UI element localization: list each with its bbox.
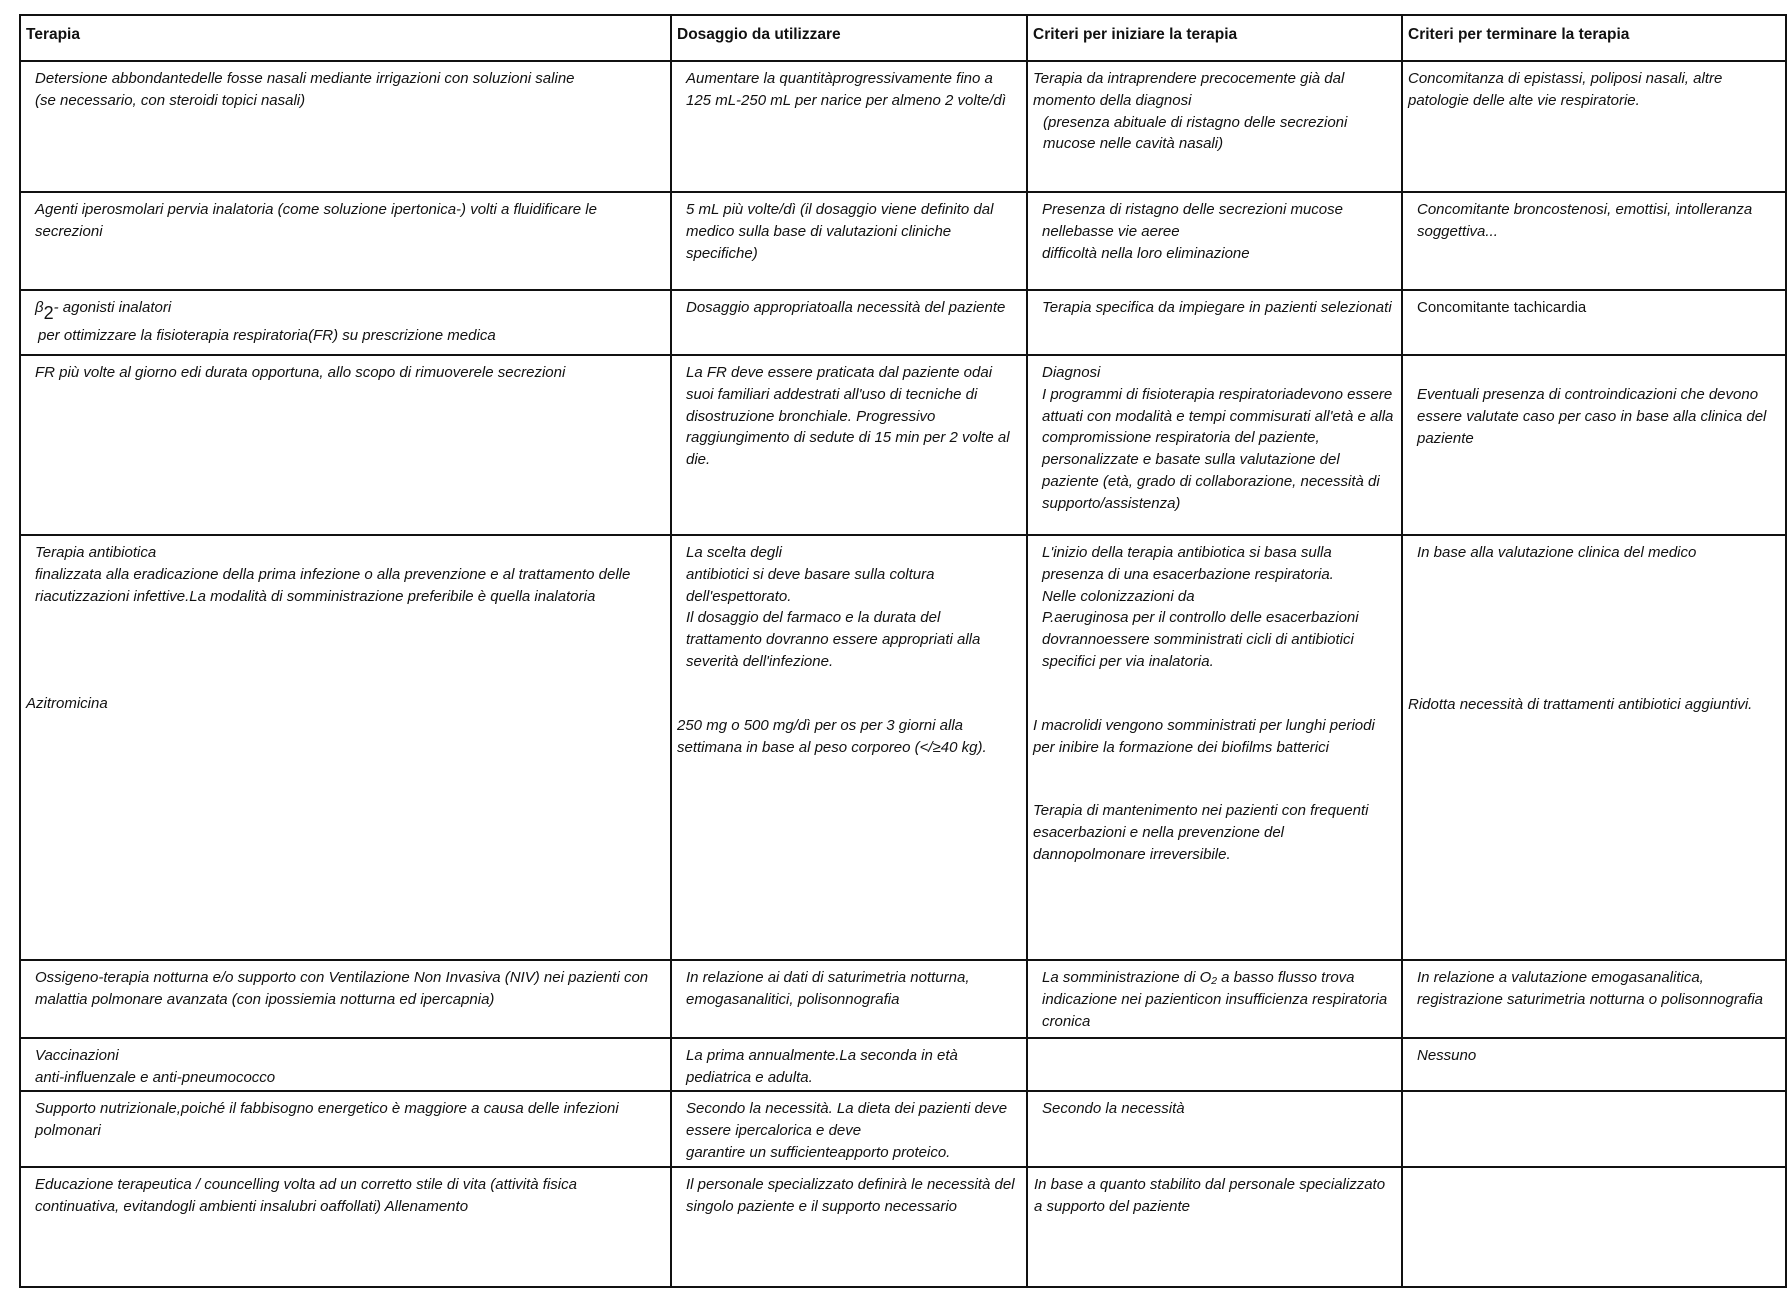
cell-dosaggio: Secondo la necessità. La dieta dei pazienti deve essere ipercalorica e deve garantire un sufficienteapporto proteico. — [671, 1091, 1027, 1167]
cell-terapia: Terapia antibiotica finalizzata alla eradicazione della prima infezione o alla prevenzione e al trattamento delle riacutizzazioni infettive.La modalità di somministrazione preferibile è quella inalatoria Azitromicina — [20, 535, 671, 960]
cell-criteri-inizio: Terapia specifica da impiegare in pazienti selezionati — [1027, 290, 1402, 355]
cell-dosaggio: Dosaggio appropriatoalla necessità del paziente — [671, 290, 1027, 355]
header-row — [20, 15, 1786, 61]
cell-criteri-inizio — [1027, 1038, 1402, 1091]
header-terapia: Terapia — [20, 15, 671, 61]
cell-criteri-inizio: L'inizio della terapia antibiotica si basa sulla presenza di una esacerbazione respiratoria. Nelle colonizzazioni da P.aeruginosa per il controllo delle esacerbazioni dovrannoessere somministrati cicli di antibiotici specifici per via inalatoria. I macrolidi vengono somministrati per lunghi periodi per inibire la formazione dei biofilms batterici Terapia di mantenimento nei pazienti con frequenti esacerbazioni e nella prevenzione del dannopolmonare irreversibile. — [1027, 535, 1402, 960]
cell-criteri-fine: Concomitante broncostenosi, emottisi, intolleranza soggettiva... — [1402, 192, 1786, 290]
cell-terapia: β2- agonisti inalatori per ottimizzare la fisioterapia respiratoria(FR) su prescrizione medica — [20, 290, 671, 355]
table-row — [20, 61, 1786, 192]
cell-dosaggio: In relazione ai dati di saturimetria notturna, emogasanalitici, polisonnografia — [671, 960, 1027, 1038]
cell-terapia: Agenti iperosmolari pervia inalatoria (come soluzione ipertonica-) volti a fluidificare le secrezioni — [20, 192, 671, 290]
cell-terapia: Educazione terapeutica / councelling volta ad un corretto stile di vita (attività fisica continuativa, evitandogli ambienti insalubri oaffollati) Allenamento — [20, 1167, 671, 1287]
cell-criteri-fine: Eventuali presenza di controindicazioni che devono essere valutate caso per caso in base alla clinica del paziente — [1402, 355, 1786, 535]
cell-criteri-inizio: Terapia da intraprendere precocemente già dal momento della diagnosi (presenza abituale di ristagno delle secrezioni mucose nelle cavità nasali) — [1027, 61, 1402, 192]
table-row — [20, 1091, 1786, 1167]
cell-criteri-fine: Nessuno — [1402, 1038, 1786, 1091]
cell-criteri-fine: Concomitanza di epistassi, poliposi nasali, altre patologie delle alte vie respiratorie. — [1402, 61, 1786, 192]
cell-terapia: Vaccinazioni anti-influenzale e anti-pneumococco — [20, 1038, 671, 1091]
cell-criteri-inizio: La somministrazione di O₂ a basso flusso trova indicazione nei pazienticon insufficienza respiratoria cronica — [1027, 960, 1402, 1038]
header-criteri-inizio: Criteri per iniziare la terapia — [1027, 15, 1402, 61]
cell-dosaggio: La scelta degli antibiotici si deve basare sulla coltura dell'espettorato. Il dosaggio del farmaco e la durata del trattamento dovranno essere appropriati alla severità dell'infezione. 250 mg o 500 mg/dì per os per 3 giorni alla settimana in base al peso corporeo (</≥40 kg). — [671, 535, 1027, 960]
cell-criteri-fine: Concomitante tachicardia — [1402, 290, 1786, 355]
header-dosaggio: Dosaggio da utilizzare — [671, 15, 1027, 61]
cell-criteri-fine: In relazione a valutazione emogasanalitica, registrazione saturimetria notturna o polisonnografia — [1402, 960, 1786, 1038]
cell-terapia: Detersione abbondantedelle fosse nasali mediante irrigazioni con soluzioni saline (se necessario, con steroidi topici nasali) — [20, 61, 671, 192]
therapy-table — [19, 14, 1787, 1288]
cell-criteri-inizio: Diagnosi I programmi di fisioterapia respiratoriadevono essere attuati con modalità e tempi commisurati all'età e alla compromissione respiratoria del paziente, personalizzate e basate sulla valutazione del paziente (età, grado di collaborazione, necessità di supporto/assistenza) — [1027, 355, 1402, 535]
cell-criteri-fine — [1402, 1167, 1786, 1287]
cell-criteri-inizio: Secondo la necessità — [1027, 1091, 1402, 1167]
table-row — [20, 290, 1786, 355]
table-row — [20, 192, 1786, 290]
table-row — [20, 1167, 1786, 1287]
cell-terapia: FR più volte al giorno edi durata opportuna, allo scopo di rimuoverele secrezioni — [20, 355, 671, 535]
table-row — [20, 535, 1786, 960]
table-row — [20, 355, 1786, 535]
beta-symbol: β — [35, 299, 44, 316]
cell-criteri-inizio: In base a quanto stabilito dal personale specializzato a supporto del paziente — [1027, 1167, 1402, 1287]
header-criteri-fine: Criteri per terminare la terapia — [1402, 15, 1786, 61]
cell-criteri-inizio: Presenza di ristagno delle secrezioni mucose nellebasse vie aeree difficoltà nella loro eliminazione — [1027, 192, 1402, 290]
cell-dosaggio: La FR deve essere praticata dal paziente odai suoi familiari addestrati all'uso di tecniche di disostruzione bronchiale. Progressivo raggiungimento di sedute di 15 min per 2 volte al die. — [671, 355, 1027, 535]
cell-terapia: Ossigeno-terapia notturna e/o supporto con Ventilazione Non Invasiva (NIV) nei pazienti con malattia polmonare avanzata (con ipossiemia notturna ed ipercapnia) — [20, 960, 671, 1038]
cell-dosaggio: La prima annualmente.La seconda in età pediatrica e adulta. — [671, 1038, 1027, 1091]
cell-dosaggio: 5 mL più volte/dì (il dosaggio viene definito dal medico sulla base di valutazioni cliniche specifiche) — [671, 192, 1027, 290]
table-row — [20, 960, 1786, 1038]
cell-criteri-fine: In base alla valutazione clinica del medico Ridotta necessità di trattamenti antibiotici aggiuntivi. — [1402, 535, 1786, 960]
cell-dosaggio: Il personale specializzato definirà le necessità del singolo paziente e il supporto necessario — [671, 1167, 1027, 1287]
table-row — [20, 1038, 1786, 1091]
cell-terapia: Supporto nutrizionale,poiché il fabbisogno energetico è maggiore a causa delle infezioni polmonari — [20, 1091, 671, 1167]
cell-dosaggio: Aumentare la quantitàprogressivamente fino a 125 mL-250 mL per narice per almeno 2 volte/dì — [671, 61, 1027, 192]
cell-criteri-fine — [1402, 1091, 1786, 1167]
